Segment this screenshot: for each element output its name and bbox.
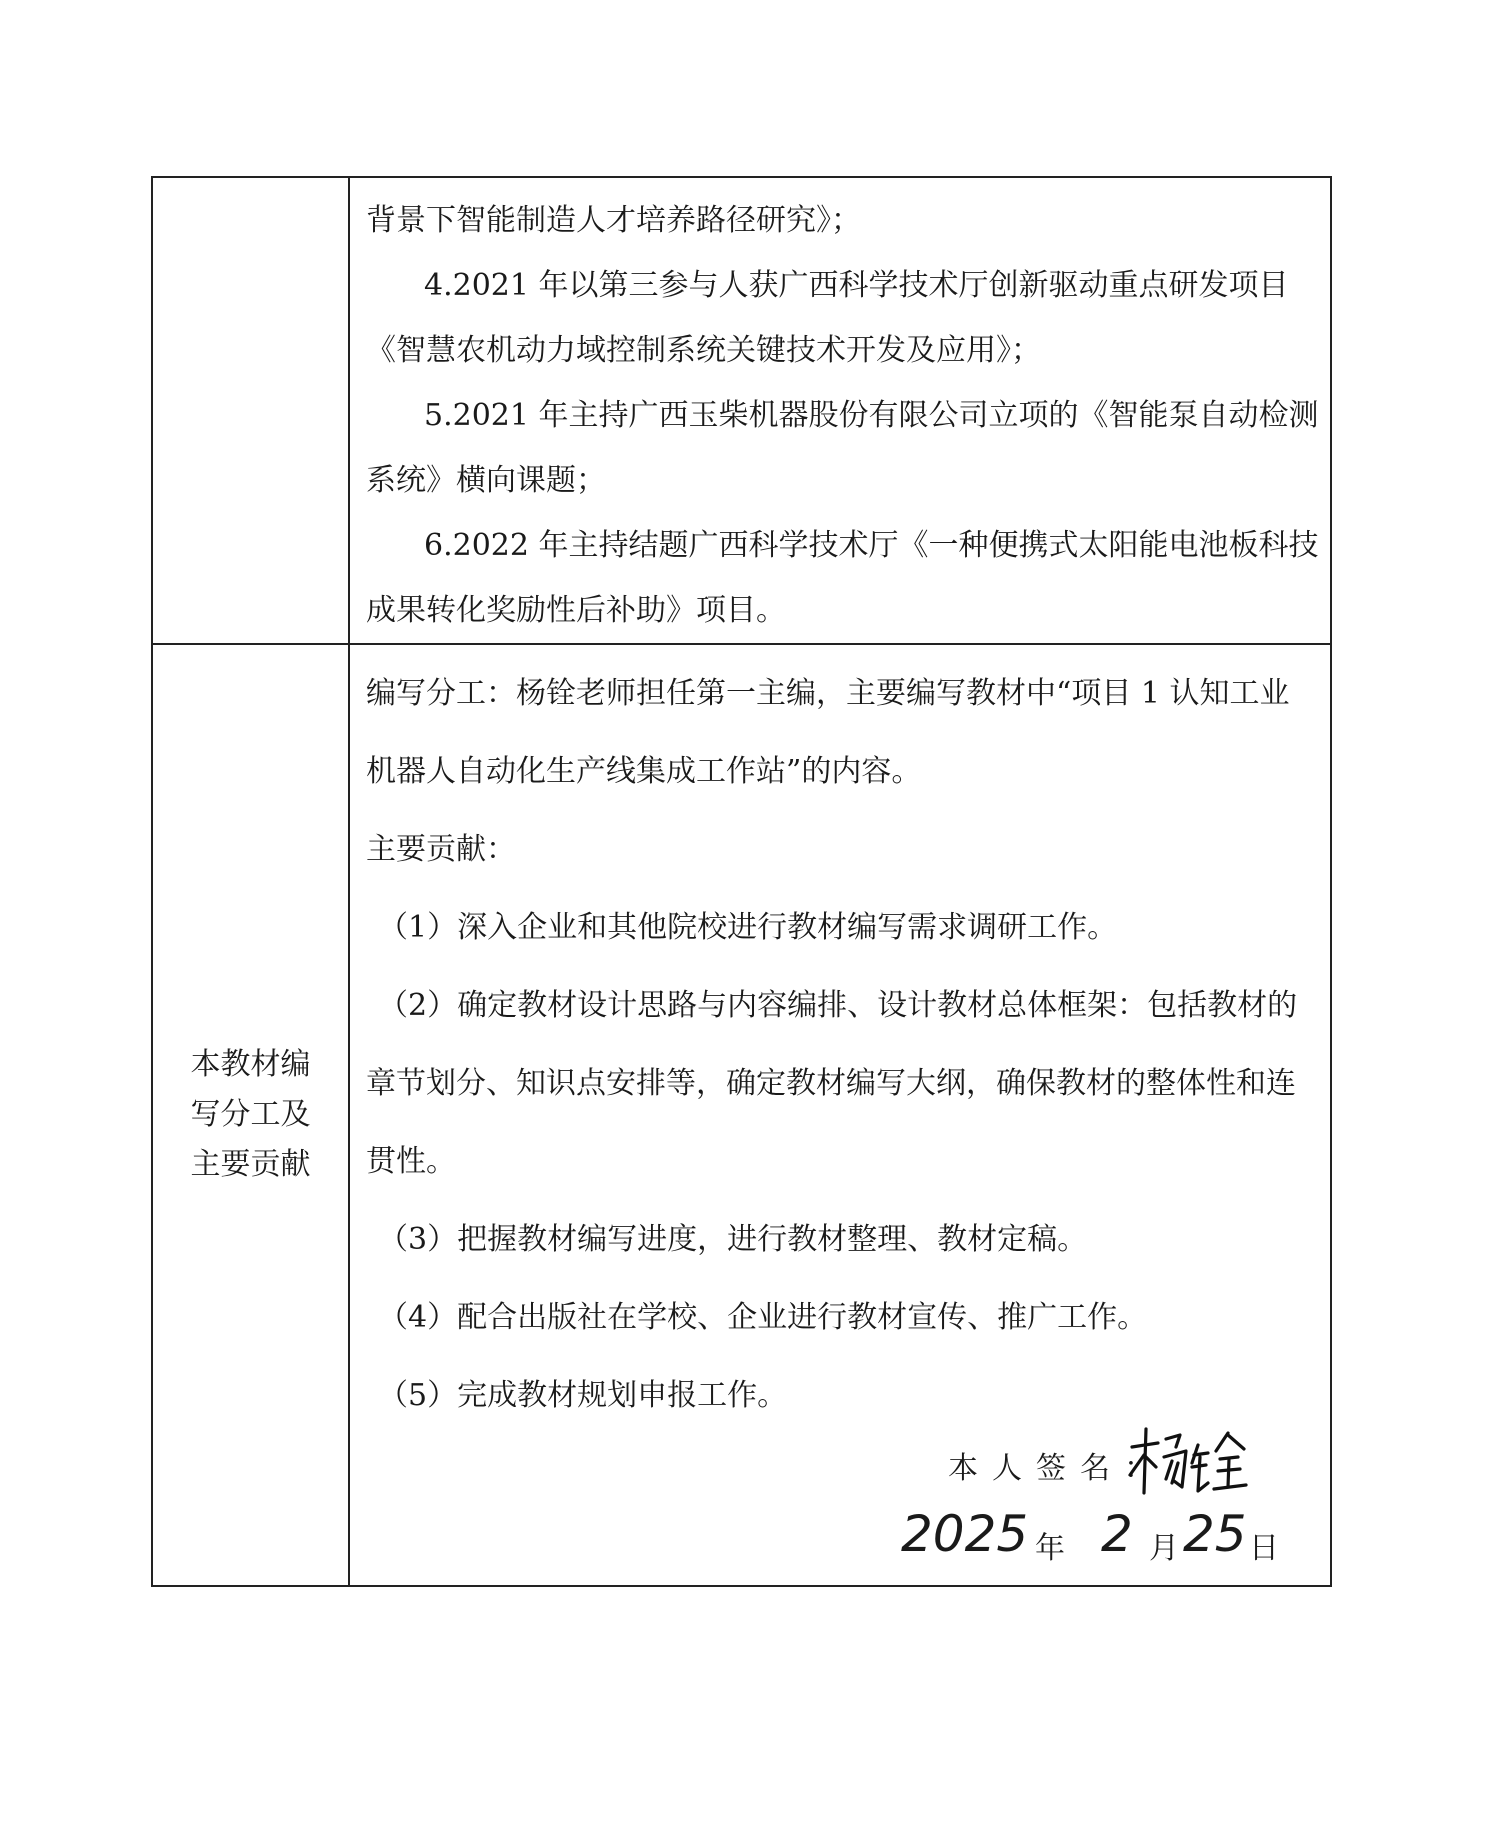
row-content-cell [349, 644, 1331, 1586]
date-month: 2 [1101, 1505, 1133, 1563]
division-line: 机器人自动化生产线集成工作站”的内容。 [366, 754, 922, 789]
table-row [152, 177, 1331, 644]
text-line: 系统》横向课题； [366, 463, 606, 498]
list-item: 贯性。 [366, 1144, 456, 1179]
list-item: （5）完成教材规划申报工作。 [378, 1378, 788, 1413]
row-content-cell [349, 177, 1331, 644]
division-line: 编写分工：杨铨老师担任第一主编，主要编写教材中“项目 1 认知工业 [366, 676, 1290, 711]
project-list [350, 178, 1330, 643]
date-day: 25 [1183, 1505, 1247, 1563]
form-table [151, 176, 1332, 1587]
date-month-unit: 月 [1149, 1531, 1179, 1566]
list-item: （3）把握教材编写进度，进行教材整理、教材定稿。 [378, 1222, 1088, 1257]
text-line: 6.2022 年主持结题广西科学技术厅《一种便携式太阳能电池板科技 [424, 528, 1319, 563]
date-day-unit: 日 [1249, 1531, 1279, 1566]
text-line: 《智慧农机动力域控制系统关键技术开发及应用》； [366, 333, 1041, 368]
text-line: 成果转化奖励性后补助》项目。 [366, 593, 786, 628]
list-item: （4）配合出版社在学校、企业进行教材宣传、推广工作。 [378, 1300, 1148, 1335]
signature-label: 本人签名： [948, 1451, 1168, 1486]
text-line: 背景下智能制造人才培养路径研究》； [366, 203, 861, 238]
date-year: 2025 [901, 1505, 1029, 1563]
list-item: （2）确定教材设计思路与内容编排、设计教材总体框架：包括教材的 [378, 988, 1298, 1023]
text-line: 4.2021 年以第三参与人获广西科学技术厅创新驱动重点研发项目 [424, 268, 1289, 303]
contrib-title: 主要贡献： [366, 832, 516, 867]
text-line: 5.2021 年主持广西玉柴机器股份有限公司立项的《智能泵自动检测 [424, 398, 1319, 433]
row-label-cell [152, 177, 349, 644]
row-label-cell [152, 644, 349, 1586]
table-row [152, 644, 1331, 1586]
signature-block [366, 1435, 1318, 1585]
contribution-section [350, 645, 1330, 1585]
row-label: 本教材编写分工及主要贡献 [190, 1047, 311, 1182]
handwritten-signature [1124, 1421, 1254, 1501]
list-item: 章节划分、知识点安排等，确定教材编写大纲，确保教材的整体性和连 [366, 1066, 1296, 1101]
list-item: （1）深入企业和其他院校进行教材编写需求调研工作。 [378, 910, 1118, 945]
date-year-unit: 年 [1035, 1531, 1065, 1566]
